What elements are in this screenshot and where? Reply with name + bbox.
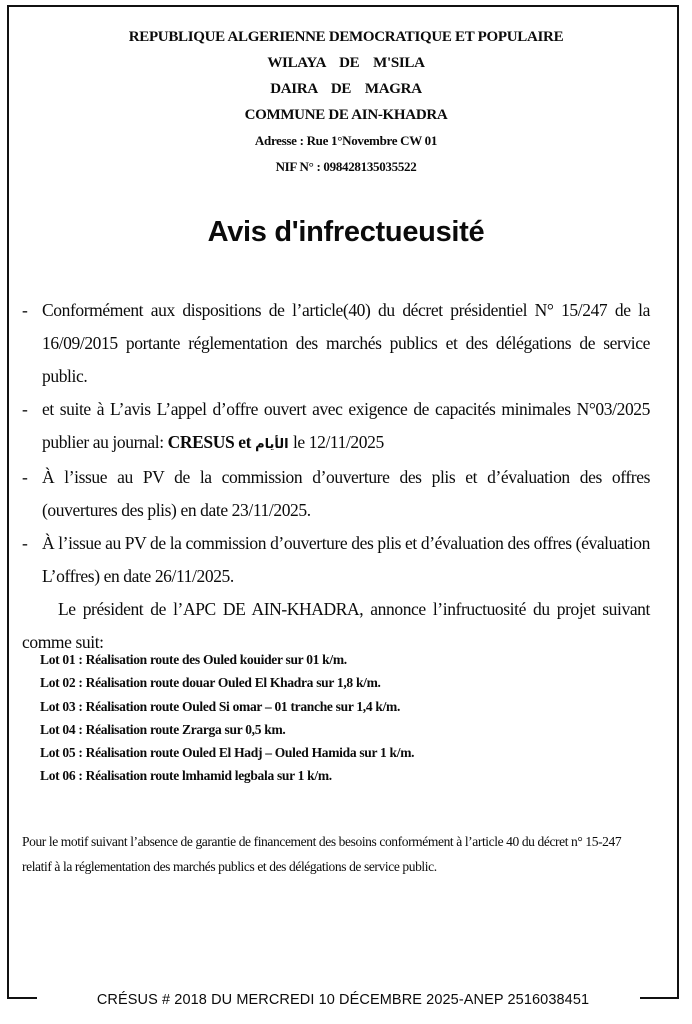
paragraph-decree-text: Conformément aux dispositions de l’article(40) du décret présidentiel N° 15/247 de la 16/09/2015 portante réglementation des marchés publics et des délégations de service public. xyxy=(42,300,650,386)
paragraph-tender-date: le 12/11/2025 xyxy=(288,432,384,452)
lot-item: Lot 02 : Réalisation route douar Ouled El Khadra sur 1,8 k/m. xyxy=(40,675,381,691)
paragraph-announcement-text: Le président de l’APC DE AIN-KHADRA, annonce l’infructuosité du projet suivant comme suit: xyxy=(22,599,650,652)
header-commune: COMMUNE DE AIN-KHADRA xyxy=(244,107,448,123)
journal-name: CRESUS xyxy=(167,432,235,452)
lot-item: Lot 04 : Réalisation route Zrarga sur 0,5 km. xyxy=(40,721,286,737)
notice-title: Avis d'infrectueusité xyxy=(207,216,485,248)
lot-item: Lot 03 : Réalisation route Ouled Si omar – 01 tranche sur 1,4 k/m. xyxy=(40,698,401,714)
bullet-dash: - xyxy=(22,533,28,553)
publication-footer: CRÉSUS # 2018 DU MERCREDI 10 DÉCEMBRE 2025-ANEP 2516038451 xyxy=(96,992,590,1008)
lot-item: Lot 05 : Réalisation route Ouled El Hadj – Ouled Hamida sur 1 k/m. xyxy=(40,745,415,761)
motif-paragraph: Pour le motif suivant l’absence de garantie de financement des besoins conformément à l’article 40 du décret n° 15-247 relatif à la réglementation des marchés publics et des délégations de service public. xyxy=(22,834,622,874)
lot-item: Lot 01 : Réalisation route des Ouled kouider sur 01 k/m. xyxy=(40,652,347,667)
journal-conjunction: et xyxy=(234,432,256,452)
notice-body xyxy=(22,294,650,659)
paragraph-opening-text: À l’issue au PV de la commission d’ouverture des plis et d’évaluation des offres (ouvertures des plis) en date 23/11/2025. xyxy=(42,467,650,520)
header-nif: NIF N° : 098428135035522 xyxy=(275,159,417,174)
frame-bottom-rule-right xyxy=(640,997,679,999)
bullet-dash: - xyxy=(22,399,28,419)
journal-arabic-name: الأيام xyxy=(255,437,289,452)
notice-header xyxy=(0,24,692,180)
header-address: Adresse : Rue 1°Novembre CW 01 xyxy=(254,133,438,148)
paragraph-tender-text: et suite à L’avis L’appel d’offre ouvert avec exigence de capacités minimales N°03/2025 publier au journal: xyxy=(42,399,650,452)
bullet-dash: - xyxy=(22,467,28,487)
header-wilaya: WILAYA DE M'SILA xyxy=(267,55,425,71)
paragraph-tender xyxy=(22,393,650,461)
header-daira: DAIRA DE MAGRA xyxy=(270,81,422,97)
paragraph-opening xyxy=(22,461,650,527)
bullet-dash: - xyxy=(22,300,28,320)
frame-bottom-rule-left xyxy=(7,997,37,999)
paragraph-evaluation-text: À l’issue au PV de la commission d’ouverture des plis et d’évaluation des offres (évaluation L’offres) en date 26/11/2025. xyxy=(42,533,650,586)
header-republic: REPUBLIQUE ALGERIENNE DEMOCRATIQUE ET POPULAIRE xyxy=(128,29,564,45)
lots-list xyxy=(40,648,414,788)
lot-item: Lot 06 : Réalisation route lmhamid legbala sur 1 k/m. xyxy=(40,768,332,784)
paragraph-evaluation xyxy=(22,527,650,593)
paragraph-decree xyxy=(22,294,650,393)
